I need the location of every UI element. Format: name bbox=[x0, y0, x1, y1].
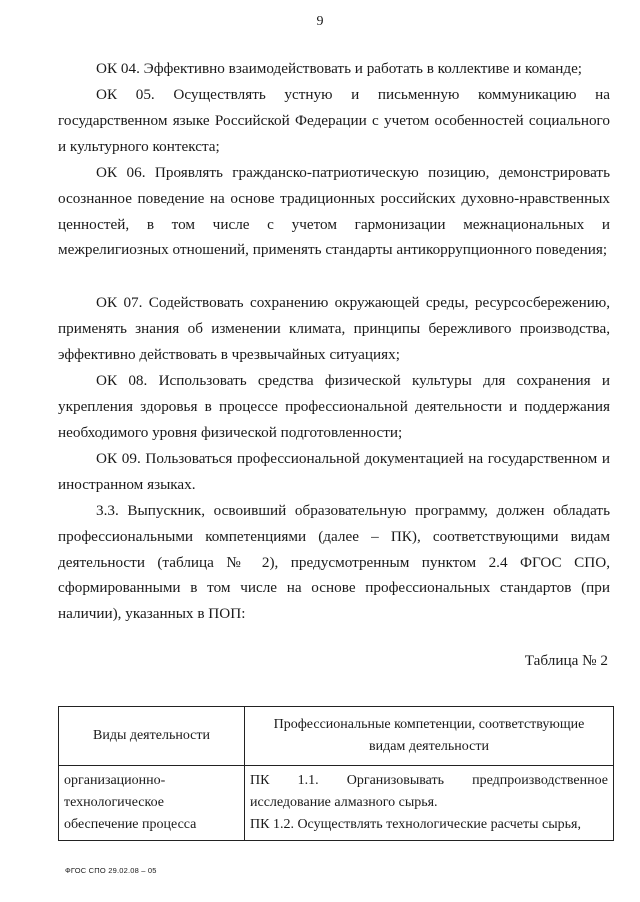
paragraph-ok09: ОК 09. Пользоваться профессиональной документацией на государственном и иностранном языках. bbox=[58, 450, 610, 493]
table-header-competencies: Профессиональные компетенции, соответствующие видам деятельности bbox=[245, 707, 614, 766]
table-row bbox=[59, 766, 614, 841]
activity-cell: организационно-технологическое обеспечение процесса bbox=[59, 766, 245, 841]
table-header-activity: Виды деятельности bbox=[59, 707, 245, 766]
competency-pk-1-1: ПК 1.1. Организовывать предпроизводственное исследование алмазного сырья. bbox=[250, 773, 608, 810]
competency-pk-1-2: ПК 1.2. Осуществлять технологические расчеты сырья, bbox=[250, 817, 581, 832]
body-block-5 bbox=[58, 368, 610, 445]
table-caption: Таблица № 2 bbox=[524, 652, 608, 669]
body-block-7 bbox=[58, 498, 610, 627]
paragraph-ok04: ОК 04. Эффективно взаимодействовать и работать в коллективе и команде; bbox=[96, 60, 583, 77]
paragraph-ok05: ОК 05. Осуществлять устную и письменную коммуникацию на государственном языке Российской Федерации с учетом особенностей социального и культурного контекста; bbox=[58, 86, 610, 155]
body-block-3 bbox=[58, 160, 610, 263]
competencies-cell bbox=[245, 766, 614, 841]
document-footer-code: ФГОС СПО 29.02.08 – 05 bbox=[65, 866, 157, 875]
competencies-table bbox=[58, 706, 614, 841]
paragraph-ok08: ОК 08. Использовать средства физической культуры для сохранения и укрепления здоровья в процессе профессиональной деятельности и поддержания необходимого уровня физической подготовленности; bbox=[58, 372, 610, 441]
body-block-4 bbox=[58, 290, 610, 367]
table-header-row bbox=[59, 707, 614, 766]
body-block-2 bbox=[58, 82, 610, 159]
body-block-1 bbox=[58, 56, 610, 82]
paragraph-ok07: ОК 07. Содействовать сохранению окружающей среды, ресурсосбережению, применять знания об изменении климата, принципы бережливого производства, эффективно действовать в чрезвычайных ситуациях; bbox=[58, 294, 610, 363]
paragraph-ok06: ОК 06. Проявлять гражданско-патриотическую позицию, демонстрировать осознанное поведение на основе традиционных российских духовно-нравственных ценностей, в том числе с учетом гармонизации межнациональных и межрелигиозных отношений, применять стандарты антикоррупционного поведения; bbox=[58, 164, 610, 259]
paragraph-3-3: 3.3. Выпускник, освоивший образовательную программу, должен обладать профессиональными компетенциями (далее – ПК), соответствующими видам деятельности (таблица № 2), предусмотренным пунктом 2.4 ФГОС СПО, сформированными в том числе на основе профессиональных стандартов (при наличии), указанных в ПОП: bbox=[58, 502, 610, 623]
page-number: 9 bbox=[316, 14, 324, 29]
body-block-6 bbox=[58, 446, 610, 498]
